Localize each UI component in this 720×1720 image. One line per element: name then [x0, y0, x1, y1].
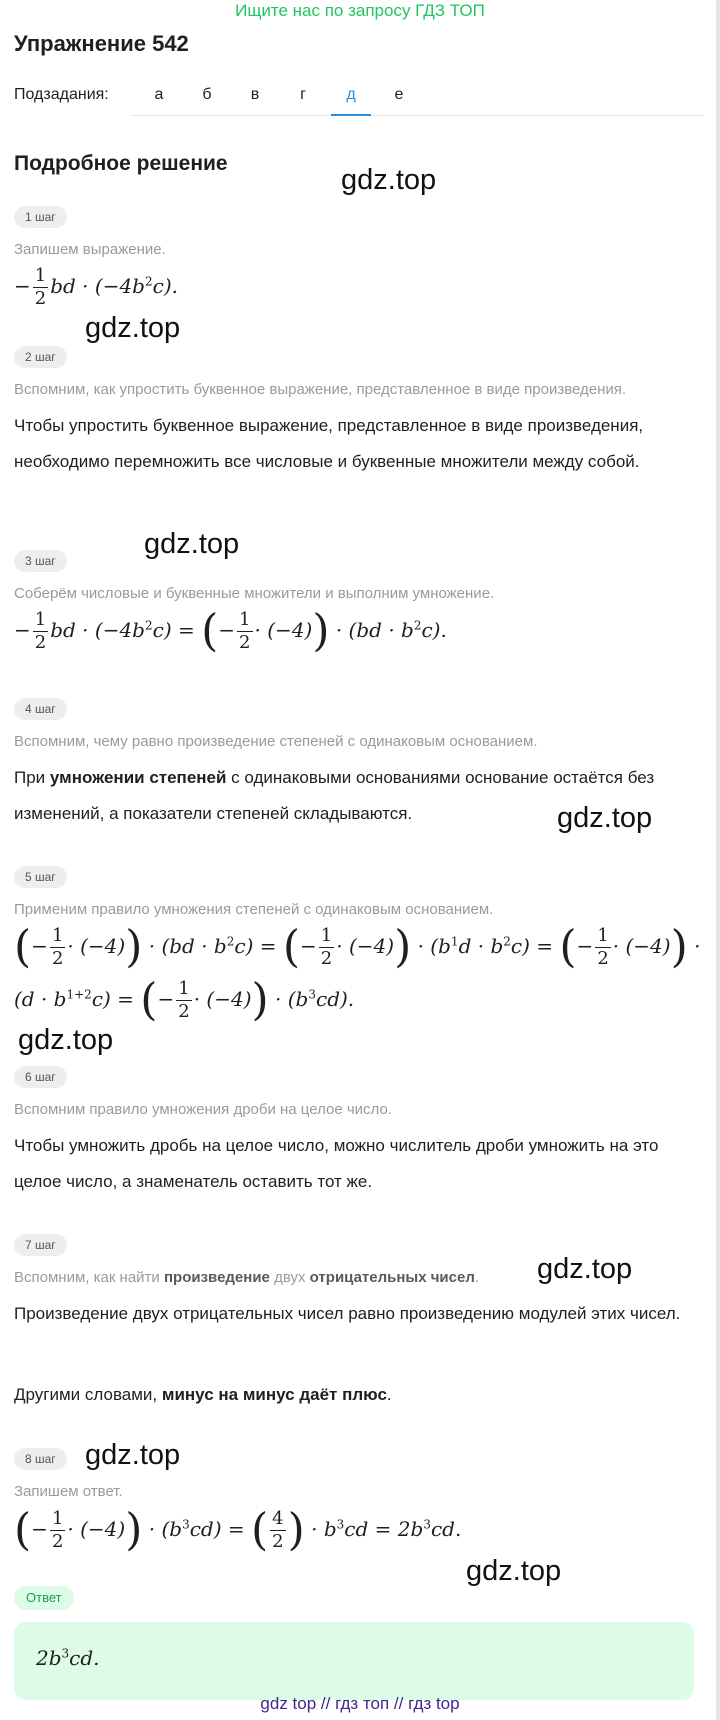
math-expression: − $\frac{1}{2}$ bd · $(-4b^2c)$. — [14, 265, 178, 309]
step-pill: 8 шаг — [14, 1448, 67, 1470]
tab-a[interactable]: а — [154, 86, 164, 103]
watermark: gdz.top — [85, 1439, 181, 1471]
answer-box — [14, 1622, 694, 1700]
tab-g[interactable]: г — [300, 86, 306, 103]
watermark: gdz.top — [341, 164, 437, 196]
search-banner: Ищите нас по запросу ГДЗ ТОП — [235, 1, 485, 20]
step-hint: Вспомним, как упростить буквенное выражение, представленное в виде произведения. — [14, 381, 627, 398]
tab-d[interactable]: д — [331, 86, 371, 116]
step-pill: 5 шаг — [14, 866, 67, 888]
step-pill: 3 шаг — [14, 550, 67, 572]
math-expression: (− $\frac{1}{2}$ · $(-4)) \cdot (bd \cdot b^2c)$ = (− $\frac{1}{2}$ · $(-4)) \cdot (b^1d \cdot b^2c)$ = (− $\frac{1}{2}$ · (−4)) · — [14, 921, 701, 973]
subtasks-label: Подзадания: — [14, 86, 109, 103]
watermark: gdz.top — [557, 802, 653, 834]
step-text: Чтобы умножить дробь на целое число, можно числитель дроби умножить на это целое число, а знаменатель оставить тот же. — [14, 1136, 659, 1191]
step-pill: 4 шаг — [14, 698, 67, 720]
tab-v[interactable]: в — [250, 86, 260, 103]
math-expression: − $\frac{1}{2}$ bd · $(-4b^2c)$ = (− $\frac{1}{2}$ · $(-4)) \cdot (bd \cdot b^2c)$. — [14, 605, 447, 657]
step-hint: Запишем выражение. — [14, 241, 166, 258]
watermark: gdz.top — [537, 1253, 633, 1285]
tab-e[interactable]: е — [394, 86, 404, 103]
answer-badge: Ответ — [14, 1586, 74, 1610]
step-text: Произведение двух отрицательных чисел равно произведению модулей этих чисел. — [14, 1304, 681, 1323]
subtasks-tabs — [132, 84, 704, 116]
step-text: Другими словами, минус на минус даёт плюс. — [14, 1385, 392, 1404]
step-hint: Вспомним, чему равно произведение степеней с одинаковым основанием. — [14, 733, 538, 750]
section-title: Подробное решение — [14, 152, 228, 175]
step-hint: Вспомним правило умножения дроби на целое число. — [14, 1101, 392, 1118]
watermark: gdz.top — [466, 1555, 562, 1587]
footer-links[interactable]: gdz top // гдз топ // гдз top — [260, 1694, 460, 1713]
step-pill: 6 шаг — [14, 1066, 67, 1088]
step-text: Чтобы упростить буквенное выражение, представленное в виде произведения, необходимо перемножить все числовые и буквенные множители между собой. — [14, 416, 644, 471]
page-title: Упражнение 542 — [14, 31, 189, 56]
answer-value: $2b^3cd$. — [36, 1646, 100, 1670]
step-pill: 7 шаг — [14, 1234, 67, 1256]
watermark: gdz.top — [85, 312, 181, 344]
watermark: gdz.top — [18, 1024, 114, 1056]
math-expression: $(d \cdot b^{1+2}c)$ = (− $\frac{1}{2}$ · $(-4)) \cdot (b^3cd)$. — [14, 974, 355, 1026]
step-pill: 2 шаг — [14, 346, 67, 368]
scrollbar[interactable] — [716, 0, 720, 1720]
tab-b[interactable]: б — [202, 86, 212, 103]
step-hint: Запишем ответ. — [14, 1483, 123, 1500]
step-pill: 1 шаг — [14, 206, 67, 228]
step-text: При умножении степеней с одинаковыми основаниями основание остаётся без изменений, а показатели степеней складываются. — [14, 768, 655, 823]
step-hint: Вспомним, как найти произведение двух отрицательных чисел. — [14, 1269, 480, 1286]
subtasks-bar — [14, 84, 694, 116]
step-hint: Применим правило умножения степеней с одинаковым основанием. — [14, 901, 494, 918]
watermark: gdz.top — [144, 528, 240, 560]
step-hint: Соберём числовые и буквенные множители и выполним умножение. — [14, 585, 495, 602]
math-expression: (− $\frac{1}{2}$ · $(-4)) \cdot (b^3cd)$ = ( $\frac{4}{2}$ ) · $b^3cd = 2b^3cd$. — [14, 1504, 462, 1556]
